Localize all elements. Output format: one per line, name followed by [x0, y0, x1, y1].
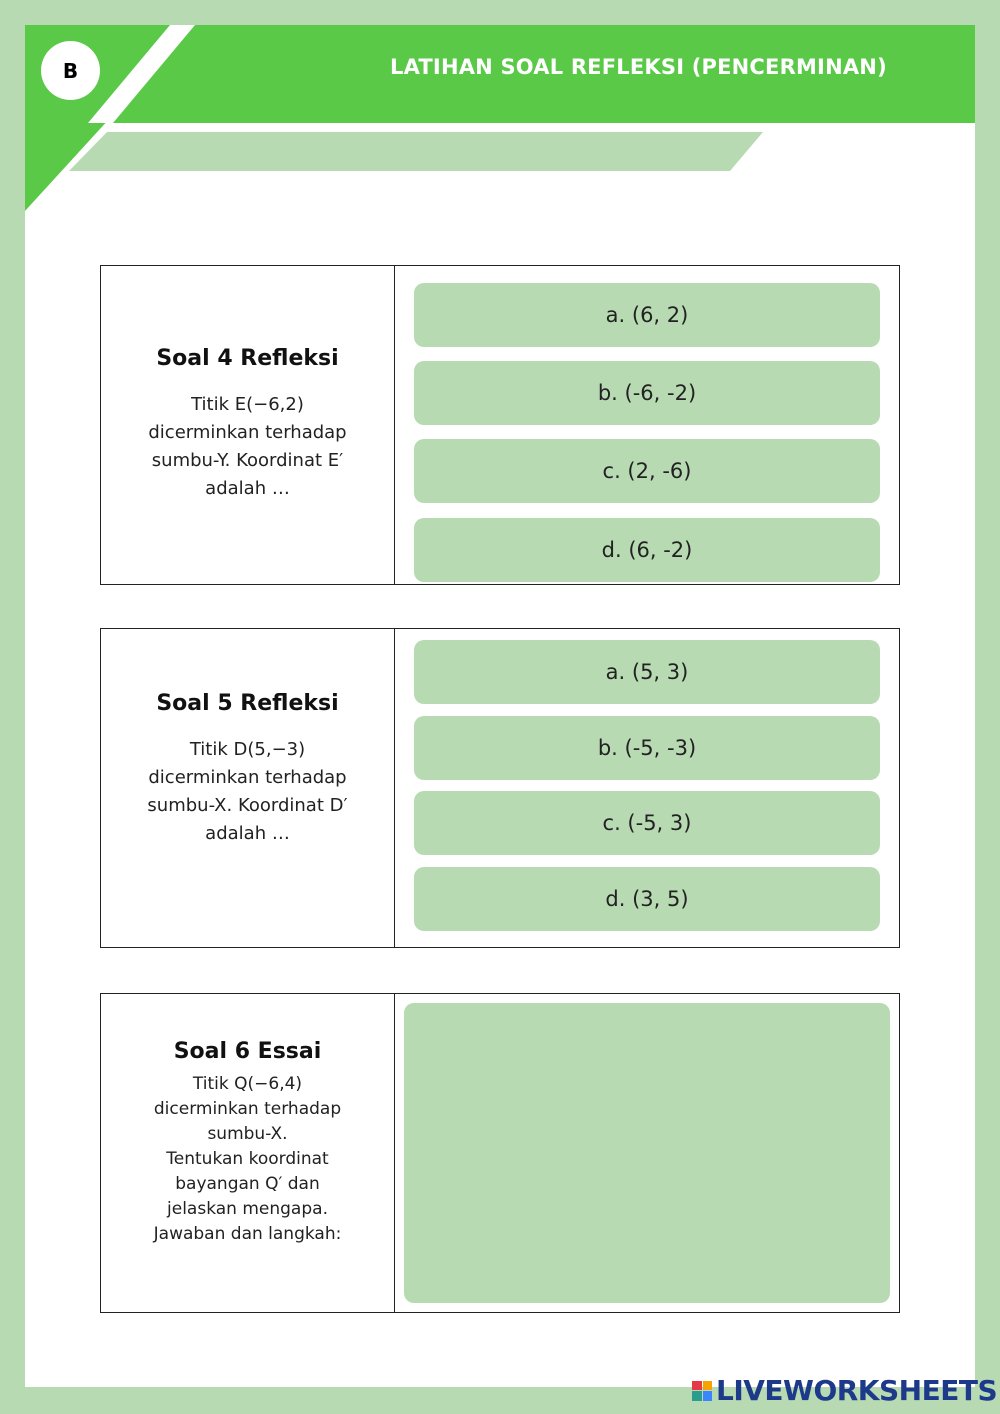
- question-text-line: dicerminkan terhadap: [148, 767, 347, 788]
- question-info: [101, 1039, 394, 1247]
- question-text-line: Titik E(−6,2): [191, 394, 304, 415]
- question-text-line: sumbu-Y. Koordinat E′: [151, 450, 344, 471]
- worksheet-page: [25, 25, 975, 1387]
- question-text-line: jelaskan mengapa.: [167, 1199, 328, 1219]
- subtitle-ribbon: [69, 132, 763, 171]
- question-title: Soal 5 Refleksi: [156, 691, 339, 716]
- essay-answer-box[interactable]: [404, 1003, 890, 1303]
- answer-option-c[interactable]: c. (2, -6): [414, 439, 880, 503]
- answer-option-b[interactable]: b. (-5, -3): [414, 716, 880, 780]
- question-text-line: adalah …: [205, 478, 290, 499]
- question-text: [101, 1072, 394, 1247]
- question-text: [101, 736, 394, 848]
- worksheet-title: LATIHAN SOAL REFLEKSI (PENCERMINAN): [390, 55, 887, 79]
- question-card-6: [100, 993, 900, 1313]
- question-card-4: [100, 265, 900, 585]
- question-text-line: adalah …: [205, 823, 290, 844]
- question-card-5: [100, 628, 900, 948]
- card-divider: [394, 994, 395, 1312]
- answer-option-d[interactable]: d. (3, 5): [414, 867, 880, 931]
- answer-option-c[interactable]: c. (-5, 3): [414, 791, 880, 855]
- question-text-line: dicerminkan terhadap: [153, 1099, 342, 1119]
- liveworksheets-logo-icon: [692, 1381, 712, 1401]
- section-badge: B: [41, 41, 100, 100]
- question-info: [101, 346, 394, 503]
- card-divider: [394, 266, 395, 584]
- question-text-line: sumbu-X. Koordinat D′: [147, 795, 348, 816]
- question-text-line: dicerminkan terhadap: [148, 422, 347, 443]
- question-text-line: bayangan Q′ dan: [175, 1174, 320, 1194]
- question-text: [101, 391, 394, 503]
- question-title: Soal 6 Essai: [173, 1039, 322, 1064]
- answer-option-d[interactable]: d. (6, -2): [414, 518, 880, 582]
- liveworksheets-logo[interactable]: [692, 1374, 997, 1407]
- question-info: [101, 691, 394, 848]
- question-text-line: Tentukan koordinat: [166, 1149, 329, 1169]
- question-text-line: Jawaban dan langkah:: [153, 1224, 342, 1244]
- question-text-line: sumbu-X.: [207, 1124, 288, 1144]
- card-divider: [394, 629, 395, 947]
- answer-option-a[interactable]: a. (5, 3): [414, 640, 880, 704]
- question-text-line: Titik D(5,−3): [189, 739, 306, 760]
- answer-option-b[interactable]: b. (-6, -2): [414, 361, 880, 425]
- question-text-line: Titik Q(−6,4): [192, 1074, 303, 1094]
- logo-text: LIVEWORKSHEETS: [716, 1374, 998, 1407]
- answer-option-a[interactable]: a. (6, 2): [414, 283, 880, 347]
- question-title: Soal 4 Refleksi: [156, 346, 339, 371]
